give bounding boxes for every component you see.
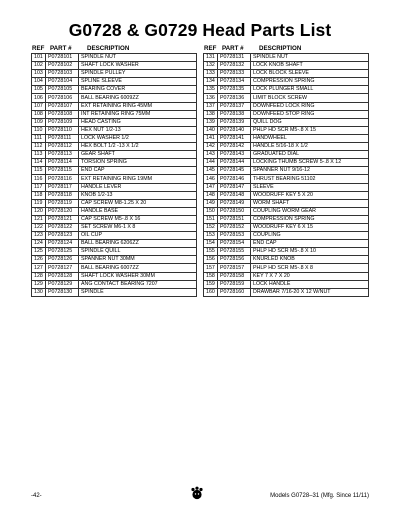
description-cell: HEAD CASTING [79,118,197,126]
description-cell: COMPRESSION SPRING [251,215,369,223]
table-row [32,175,197,183]
ref-cell: 126 [32,256,46,264]
table-row [32,199,197,207]
table-row [32,248,197,256]
parts-table-right [203,43,369,297]
description-cell: CAP SCREW M5-.8 X 16 [79,215,197,223]
description-cell: HANDWHEEL [251,134,369,142]
bear-paw-logo-icon [190,486,204,500]
table-row [32,62,197,70]
table-row [204,143,369,151]
description-cell: WOODRUFF KEY 6 X 15 [251,223,369,231]
description-cell: HANDLE 5/16-18 X 1/2 [251,143,369,151]
description-cell: LIMIT BLOCK SCREW [251,94,369,102]
part-number-cell: P0728122 [46,223,79,231]
description-cell: SLEEVE [251,183,369,191]
description-cell: BEARING COVER [79,86,197,94]
part-number-cell: P0728124 [46,240,79,248]
description-cell: LOCKING THUMB SCREW 5-.8 X 12 [251,159,369,167]
description-cell: LOCK WASHER 1/2 [79,134,197,142]
ref-cell: 129 [32,280,46,288]
part-number-cell: P0728118 [46,191,79,199]
ref-cell: 120 [32,207,46,215]
ref-cell: 151 [204,215,218,223]
description-cell: LOCK HANDLE [251,280,369,288]
ref-cell: 114 [32,159,46,167]
ref-cell: 149 [204,199,218,207]
description-cell: COUPLING [251,232,369,240]
table-row [32,159,197,167]
part-number-cell: P0728134 [218,78,251,86]
description-cell: END CAP [79,167,197,175]
ref-cell: 115 [32,167,46,175]
table-row [204,159,369,167]
table-row [32,70,197,78]
ref-cell: 107 [32,102,46,110]
table-row [204,151,369,159]
part-number-cell: P0728130 [46,288,79,296]
part-number-cell: P0728151 [218,215,251,223]
ref-cell: 123 [32,232,46,240]
description-cell: OIL CUP [79,232,197,240]
table-row [32,86,197,94]
part-number-cell: P0728116 [46,175,79,183]
ref-cell: 133 [204,70,218,78]
table-row [32,151,197,159]
table-row [204,70,369,78]
description-cell: EXT RETAINING RING 45MM [79,102,197,110]
parts-table-left [31,43,197,297]
table-row [32,118,197,126]
ref-cell: 103 [32,70,46,78]
ref-cell: 140 [204,126,218,134]
table-row [204,110,369,118]
ref-cell: 160 [204,288,218,296]
ref-cell: 159 [204,280,218,288]
ref-cell: 131 [204,54,218,62]
description-cell: SPANNER NUT 30MM [79,256,197,264]
header-ref: REF [204,45,217,52]
table-row [204,232,369,240]
part-number-cell: P0728128 [46,272,79,280]
description-cell: LOCK KNOB SHAFT [251,62,369,70]
part-number-cell: P0728112 [46,143,79,151]
ref-cell: 158 [204,272,218,280]
ref-cell: 135 [204,86,218,94]
table-row [204,175,369,183]
table-row [204,223,369,231]
ref-cell: 154 [204,240,218,248]
table-row [204,240,369,248]
table-row [204,248,369,256]
table-row [204,183,369,191]
part-number-cell: P0728138 [218,110,251,118]
part-number-cell: P0728107 [46,102,79,110]
table-row [204,191,369,199]
part-number-cell: P0728160 [218,288,251,296]
table-row [204,54,369,62]
ref-cell: 125 [32,248,46,256]
description-cell: KNURLED KNOB [251,256,369,264]
table-row [32,288,197,296]
part-number-cell: P0728115 [46,167,79,175]
table-row [32,143,197,151]
table-row [32,78,197,86]
ref-cell: 104 [32,78,46,86]
part-number-cell: P0728152 [218,223,251,231]
description-cell: WOODRUFF KEY 5 X 20 [251,191,369,199]
ref-cell: 106 [32,94,46,102]
part-number-cell: P0728147 [218,183,251,191]
table-row [204,199,369,207]
description-cell: COMPRESSION SPRING [251,78,369,86]
description-cell: CAP SCREW M8-1.25 X 20 [79,199,197,207]
table-row [204,62,369,70]
ref-cell: 112 [32,143,46,151]
part-number-cell: P0728146 [218,175,251,183]
part-number-cell: P0728154 [218,240,251,248]
ref-cell: 138 [204,110,218,118]
part-number-cell: P0728157 [218,264,251,272]
ref-cell: 136 [204,94,218,102]
ref-cell: 113 [32,151,46,159]
description-cell: GRADUATED DIAL [251,151,369,159]
ref-cell: 116 [32,175,46,183]
part-number-cell: P0728105 [46,86,79,94]
part-number-cell: P0728141 [218,134,251,142]
part-number-cell: P0728144 [218,159,251,167]
ref-cell: 130 [32,288,46,296]
table-row [32,54,197,62]
ref-cell: 144 [204,159,218,167]
ref-cell: 137 [204,102,218,110]
table-row [32,102,197,110]
ref-cell: 118 [32,191,46,199]
part-number-cell: P0728140 [218,126,251,134]
table-row [32,94,197,102]
part-number-cell: P0728145 [218,167,251,175]
part-number-cell: P0728109 [46,118,79,126]
description-cell: SHAFT LOCK WASHER [79,62,197,70]
table-row [32,280,197,288]
header-description: DESCRIPTION [259,45,302,52]
part-number-cell: P0728135 [218,86,251,94]
part-number-cell: P0728119 [46,199,79,207]
table-row [204,288,369,296]
table-row [32,134,197,142]
table-row [32,264,197,272]
ref-cell: 124 [32,240,46,248]
part-number-cell: P0728103 [46,70,79,78]
ref-cell: 157 [204,264,218,272]
description-cell: PHLP HD SCR M5-.8 X 10 [251,248,369,256]
part-number-cell: P0728149 [218,199,251,207]
table-row [204,167,369,175]
description-cell: HEX NUT 1/2-13 [79,126,197,134]
page-number: -42- [31,493,42,499]
parts-table [203,53,369,297]
header-part: PART # [222,45,244,52]
description-cell: DOWNFEED STOP RING [251,110,369,118]
part-number-cell: P0728104 [46,78,79,86]
part-number-cell: P0728132 [218,62,251,70]
ref-cell: 117 [32,183,46,191]
part-number-cell: P0728133 [218,70,251,78]
ref-cell: 153 [204,232,218,240]
ref-cell: 119 [32,199,46,207]
description-cell: SPINDLE NUT [251,54,369,62]
ref-cell: 156 [204,256,218,264]
description-cell: HEX BOLT 1/2 -13 X 1/2 [79,143,197,151]
ref-cell: 122 [32,223,46,231]
ref-cell: 142 [204,143,218,151]
part-number-cell: P0728156 [218,256,251,264]
table-row [32,272,197,280]
description-cell: PHLP HD SCR M5-.8 X 8 [251,264,369,272]
part-number-cell: P0728153 [218,232,251,240]
part-number-cell: P0728111 [46,134,79,142]
header-part: PART # [50,45,72,52]
description-cell: INT RETAINING RING 75MM [79,110,197,118]
table-row [204,272,369,280]
table-row [32,183,197,191]
ref-cell: 150 [204,207,218,215]
ref-cell: 139 [204,118,218,126]
part-number-cell: P0728158 [218,272,251,280]
ref-cell: 152 [204,223,218,231]
table-row [204,264,369,272]
part-number-cell: P0728121 [46,215,79,223]
description-cell: HANDLE BASE [79,207,197,215]
table-row [32,110,197,118]
ref-cell: 127 [32,264,46,272]
table-row [204,102,369,110]
ref-cell: 105 [32,86,46,94]
description-cell: LOCK BLOCK SLEEVE [251,70,369,78]
ref-cell: 134 [204,78,218,86]
page-title: G0728 & G0729 Head Parts List [68,20,332,40]
ref-cell: 141 [204,134,218,142]
table-row [32,167,197,175]
table-header [203,43,369,53]
part-number-cell: P0728142 [218,143,251,151]
table-header [31,43,197,53]
ref-cell: 109 [32,118,46,126]
parts-table [31,53,197,297]
table-row [204,215,369,223]
ref-cell: 143 [204,151,218,159]
part-number-cell: P0728102 [46,62,79,70]
description-cell: BALL BEARING 6007ZZ [79,264,197,272]
table-row [32,215,197,223]
table-row [204,126,369,134]
part-number-cell: P0728159 [218,280,251,288]
description-cell: SPINDLE QUILL [79,248,197,256]
part-number-cell: P0728101 [46,54,79,62]
description-cell: KEY 7 X 7 X 20 [251,272,369,280]
ref-cell: 121 [32,215,46,223]
table-row [32,256,197,264]
table-row [32,207,197,215]
description-cell: TORSION SPRING [79,159,197,167]
header-ref: REF [32,45,45,52]
part-number-cell: P0728126 [46,256,79,264]
description-cell: KNOB 1/2-13 [79,191,197,199]
ref-cell: 128 [32,272,46,280]
table-row [32,240,197,248]
table-row [204,280,369,288]
model-info: Models G0728–31 (Mfg. Since 11/11) [270,493,369,499]
description-cell: WORM SHAFT [251,199,369,207]
ref-cell: 148 [204,191,218,199]
part-number-cell: P0728155 [218,248,251,256]
description-cell: SPINDLE PULLEY [79,70,197,78]
table-row [204,256,369,264]
description-cell: COUPLING WORM GEAR [251,207,369,215]
ref-cell: 146 [204,175,218,183]
part-number-cell: P0728113 [46,151,79,159]
description-cell: SPINDLE NUT [79,54,197,62]
header-description: DESCRIPTION [87,45,130,52]
part-number-cell: P0728143 [218,151,251,159]
part-number-cell: P0728110 [46,126,79,134]
part-number-cell: P0728136 [218,94,251,102]
description-cell: BALL BEARING 6206ZZ [79,240,197,248]
part-number-cell: P0728120 [46,207,79,215]
part-number-cell: P0728123 [46,232,79,240]
part-number-cell: P0728139 [218,118,251,126]
description-cell: EXT RETAINING RING 19MM [79,175,197,183]
description-cell: PHLP HD SCR M5-.8 X 15 [251,126,369,134]
ref-cell: 132 [204,62,218,70]
description-cell: ANG CONTACT BEARING 7207 [79,280,197,288]
part-number-cell: P0728129 [46,280,79,288]
table-row [204,78,369,86]
ref-cell: 110 [32,126,46,134]
description-cell: SPANNER NUT 9/16-12 [251,167,369,175]
ref-cell: 145 [204,167,218,175]
description-cell: QUILL DOG [251,118,369,126]
description-cell: END CAP [251,240,369,248]
part-number-cell: P0728131 [218,54,251,62]
part-number-cell: P0728137 [218,102,251,110]
table-row [32,126,197,134]
description-cell: SHAFT LOCK WASHER 30MM [79,272,197,280]
description-cell: SET SCREW M6-1 X 8 [79,223,197,231]
table-row [32,232,197,240]
description-cell: DOWNFEED LOCK RING [251,102,369,110]
description-cell: SPLINE SLEEVE [79,78,197,86]
part-number-cell: P0728106 [46,94,79,102]
table-row [32,191,197,199]
description-cell: HANDLE LEVER [79,183,197,191]
ref-cell: 155 [204,248,218,256]
description-cell: GEAR SHAFT [79,151,197,159]
ref-cell: 101 [32,54,46,62]
table-row [204,94,369,102]
part-number-cell: P0728125 [46,248,79,256]
table-row [204,86,369,94]
table-row [32,223,197,231]
table-row [204,207,369,215]
description-cell: SPINDLE [79,288,197,296]
description-cell: DRAWBAR 7/16-20 X 12 W/NUT [251,288,369,296]
ref-cell: 108 [32,110,46,118]
ref-cell: 147 [204,183,218,191]
table-row [204,118,369,126]
table-row [204,134,369,142]
part-number-cell: P0728127 [46,264,79,272]
description-cell: THRUST BEARING 51102 [251,175,369,183]
part-number-cell: P0728117 [46,183,79,191]
description-cell: BALL BEARING 6009ZZ [79,94,197,102]
description-cell: LOCK PLUNGER SMALL [251,86,369,94]
ref-cell: 102 [32,62,46,70]
part-number-cell: P0728150 [218,207,251,215]
part-number-cell: P0728114 [46,159,79,167]
ref-cell: 111 [32,134,46,142]
part-number-cell: P0728108 [46,110,79,118]
part-number-cell: P0728148 [218,191,251,199]
